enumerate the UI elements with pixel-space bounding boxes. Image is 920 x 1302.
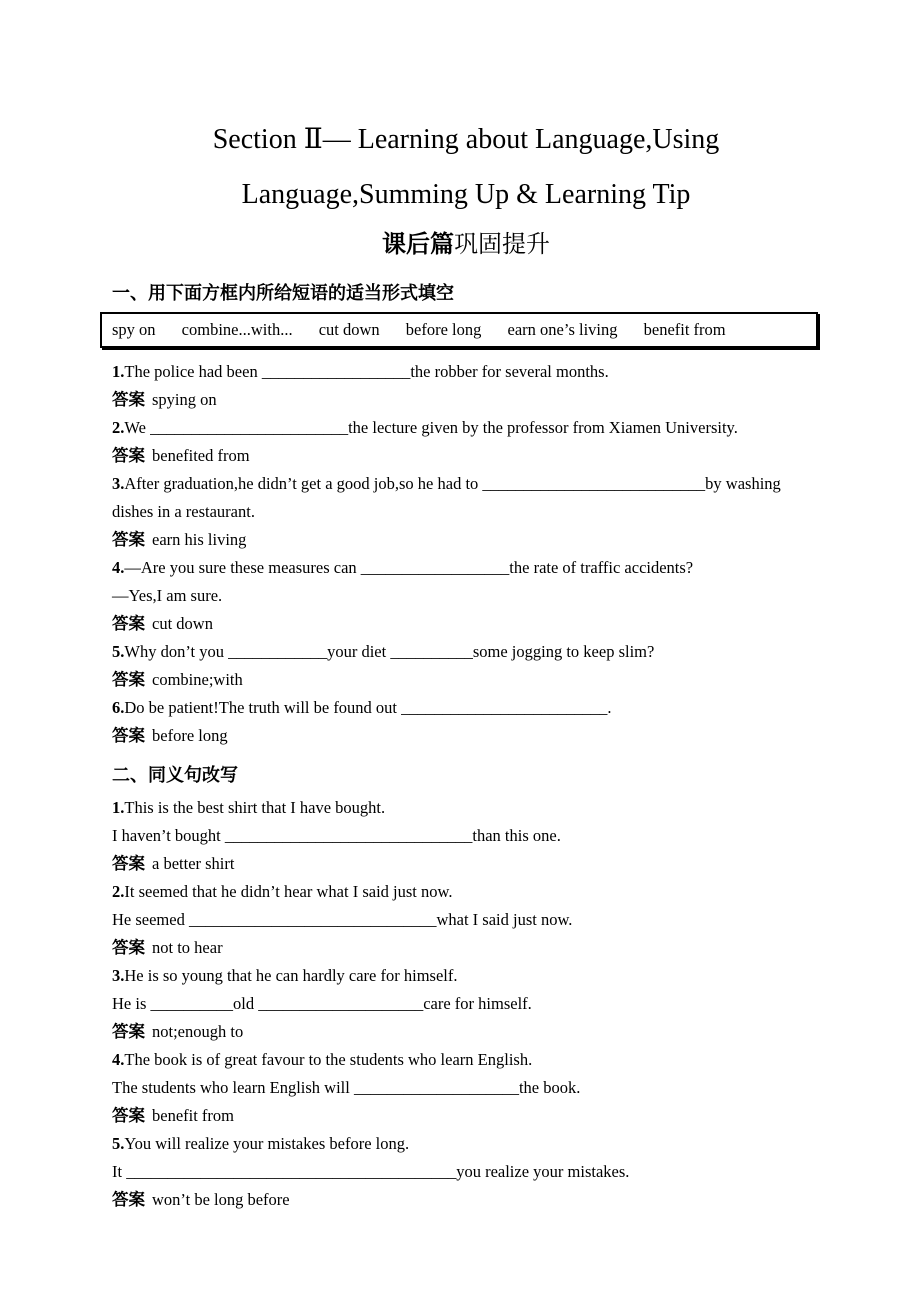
question-line [112, 414, 820, 442]
answer-line [112, 850, 820, 878]
question-line [112, 962, 820, 990]
phrase-item: benefit from [643, 320, 726, 339]
question-text: This is the best shirt that I have bought. [124, 798, 386, 817]
question-text: —Are you sure these measures can __________________the rate of traffic accidents? [124, 558, 694, 577]
answer-text: won’t be long before [152, 1190, 290, 1209]
question-line [112, 638, 820, 666]
question-text: The police had been __________________the robber for several months. [124, 362, 609, 381]
answer-line [112, 1186, 820, 1214]
question-text: The students who learn English will ____________________the book. [112, 1078, 581, 1097]
answer-text: spying on [152, 390, 217, 409]
phrase-item: combine...with... [181, 320, 293, 339]
question-line [112, 794, 820, 822]
answer-label: 答案 [112, 727, 145, 745]
answer-label: 答案 [112, 615, 145, 633]
answer-label: 答案 [112, 855, 145, 873]
answer-line [112, 1102, 820, 1130]
phrase-box [100, 312, 818, 348]
question-number: 1. [112, 798, 125, 817]
answer-text: before long [152, 726, 228, 745]
question-number: 2. [112, 882, 125, 901]
answer-label: 答案 [112, 531, 145, 549]
answer-line [112, 1018, 820, 1046]
answer-label: 答案 [112, 1023, 145, 1041]
phrase-item: before long [405, 320, 482, 339]
answer-line [112, 442, 820, 470]
subtitle [112, 222, 820, 268]
answer-line [112, 666, 820, 694]
answer-text: not;enough to [152, 1022, 244, 1041]
question-line [112, 822, 820, 850]
answer-line [112, 934, 820, 962]
phrase-item: spy on [112, 320, 156, 339]
question-line [112, 1074, 820, 1102]
section-1 [112, 280, 820, 750]
answer-label: 答案 [112, 939, 145, 957]
answer-text: benefited from [152, 446, 250, 465]
answer-text: benefit from [152, 1106, 235, 1125]
answer-label: 答案 [112, 1107, 145, 1125]
section-2-items [112, 794, 820, 1214]
answer-label: 答案 [112, 447, 145, 465]
answer-line [112, 526, 820, 554]
question-line [112, 470, 820, 526]
answer-line [112, 722, 820, 750]
question-line [112, 990, 820, 1018]
question-number: 5. [112, 642, 125, 661]
question-text: He is so young that he can hardly care for himself. [124, 966, 458, 985]
section-1-heading: 一、用下面方框内所给短语的适当形式填空 [112, 283, 454, 303]
question-text: After graduation,he didn’t get a good job,so he had to ___________________________by washing dishes in a restaurant. [112, 474, 781, 521]
question-text: You will realize your mistakes before long. [124, 1134, 410, 1153]
question-number: 4. [112, 558, 125, 577]
question-number: 5. [112, 1134, 125, 1153]
question-number: 4. [112, 1050, 125, 1069]
phrase-item: earn one’s living [507, 320, 618, 339]
question-text: The book is of great favour to the students who learn English. [124, 1050, 533, 1069]
answer-label: 答案 [112, 671, 145, 689]
answer-text: earn his living [152, 530, 247, 549]
question-number: 1. [112, 362, 125, 381]
answer-text: cut down [152, 614, 213, 633]
question-line [112, 878, 820, 906]
question-line [112, 1130, 820, 1158]
phrase-item: cut down [318, 320, 380, 339]
answer-text: a better shirt [152, 854, 235, 873]
question-text: He seemed ______________________________what I said just now. [112, 910, 573, 929]
question-text: Why don’t you ____________your diet __________some jogging to keep slim? [124, 642, 655, 661]
question-number: 6. [112, 698, 125, 717]
section-1-items [112, 358, 820, 750]
question-line [112, 554, 820, 582]
title-line-1: Section Ⅱ— Learning about Language,Using [212, 124, 720, 155]
subtitle-regular: 巩固提升 [454, 232, 550, 258]
question-text: Do be patient!The truth will be found out _________________________. [124, 698, 612, 717]
question-text: It seemed that he didn’t hear what I said just now. [124, 882, 453, 901]
answer-line [112, 386, 820, 414]
question-line [112, 906, 820, 934]
section-2-heading: 二、同义句改写 [112, 765, 238, 785]
subtitle-bold: 课后篇 [382, 231, 454, 258]
question-line [112, 358, 820, 386]
section-2 [112, 762, 820, 1214]
question-line [112, 1046, 820, 1074]
question-line [112, 694, 820, 722]
question-text: We ________________________the lecture given by the professor from Xiamen University. [124, 418, 738, 437]
title-line-2: Language,Summing Up & Learning Tip [241, 179, 691, 210]
question-line [112, 582, 820, 610]
answer-text: not to hear [152, 938, 223, 957]
answer-text: combine;with [152, 670, 243, 689]
question-text: It ________________________________________you realize your mistakes. [112, 1162, 630, 1181]
question-number: 3. [112, 474, 125, 493]
question-text: —Yes,I am sure. [112, 586, 223, 605]
question-number: 2. [112, 418, 125, 437]
question-text: I haven’t bought ______________________________than this one. [112, 826, 561, 845]
question-line [112, 1158, 820, 1186]
question-number: 3. [112, 966, 125, 985]
page-title [112, 112, 820, 268]
answer-label: 答案 [112, 391, 145, 409]
answer-line [112, 610, 820, 638]
question-text: He is __________old ____________________care for himself. [112, 994, 532, 1013]
answer-label: 答案 [112, 1191, 145, 1209]
